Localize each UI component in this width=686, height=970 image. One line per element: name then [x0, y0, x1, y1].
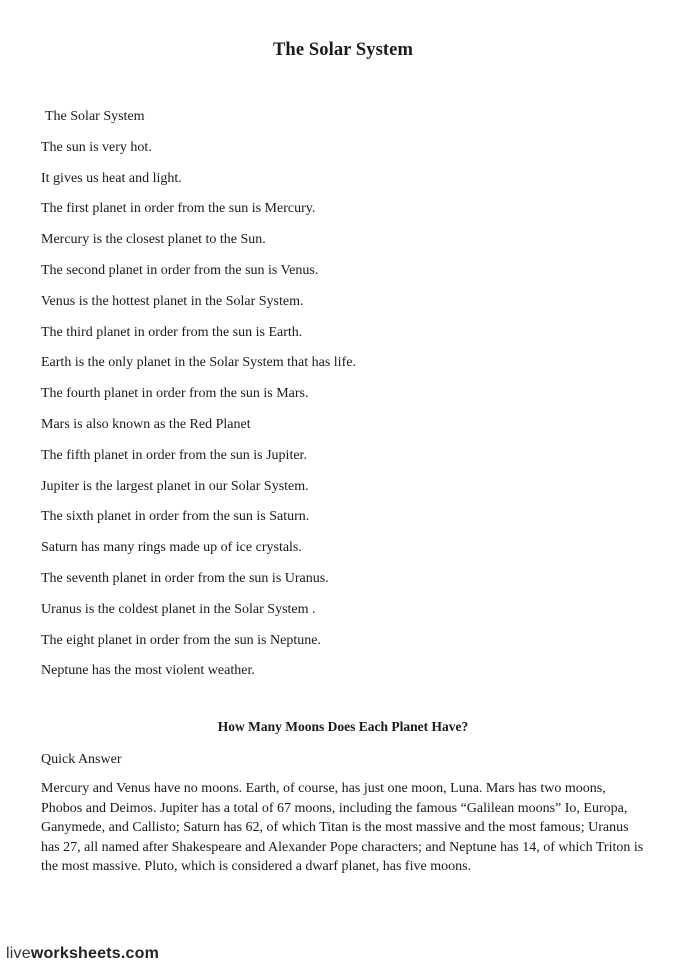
liveworksheets-logo[interactable] — [6, 945, 159, 963]
fact-line: The fourth planet in order from the sun is Mars. — [41, 386, 309, 402]
fact-line: The eight planet in order from the sun is Neptune. — [41, 632, 321, 648]
fact-line: The Solar System — [45, 109, 145, 124]
fact-line: Earth is the only planet in the Solar System that has life. — [41, 355, 356, 371]
fact-line: The third planet in order from the sun is Earth. — [41, 324, 303, 340]
fact-lines — [41, 107, 651, 692]
fact-line: Saturn has many rings made up of ice crystals. — [41, 540, 302, 556]
fact-line: Neptune has the most violent weather. — [41, 663, 255, 679]
logo-text-suffix: .com — [120, 945, 160, 962]
page-title: The Solar System — [272, 40, 413, 60]
fact-line: It gives us heat and light. — [41, 170, 182, 186]
fact-line: The sun is very hot. — [41, 139, 152, 155]
fact-line: Mercury is the closest planet to the Sun. — [41, 232, 266, 248]
fact-line: Venus is the hottest planet in the Solar System. — [41, 293, 304, 309]
moons-section-heading: How Many Moons Does Each Planet Have? — [217, 719, 469, 734]
logo-text-worksheets: worksheets — [30, 945, 121, 962]
fact-line: Mars is also known as the Red Planet — [41, 416, 251, 432]
fact-line: The fifth planet in order from the sun is Jupiter. — [41, 447, 307, 463]
fact-line: The first planet in order from the sun is Mercury. — [41, 201, 316, 217]
fact-line: The seventh planet in order from the sun is Uranus. — [41, 570, 329, 586]
fact-line: The second planet in order from the sun is Venus. — [41, 262, 319, 278]
fact-line: Jupiter is the largest planet in our Solar System. — [41, 478, 309, 494]
fact-line: Uranus is the coldest planet in the Solar System . — [41, 601, 316, 617]
logo-text-live: live — [6, 945, 31, 962]
fact-line: The sixth planet in order from the sun is Saturn. — [41, 509, 310, 525]
moons-paragraph: Mercury and Venus have no moons. Earth, of course, has just one moon, Luna. Mars has two moons, Phobos and Deimos. Jupiter has a total of 67 moons, including the famous “Galilean moons” Io, Europa, Ganymede, and Callisto; Saturn has 62, of which Titan is the most massive and the most famous; Uranus has 27, all named after Shakespeare and Alexander Pope characters; and Neptune has 14, of which Triton is the most massive. Pluto, which is considered a dwarf planet, has five moons. — [41, 781, 644, 875]
quick-answer-label: Quick Answer — [41, 752, 122, 767]
